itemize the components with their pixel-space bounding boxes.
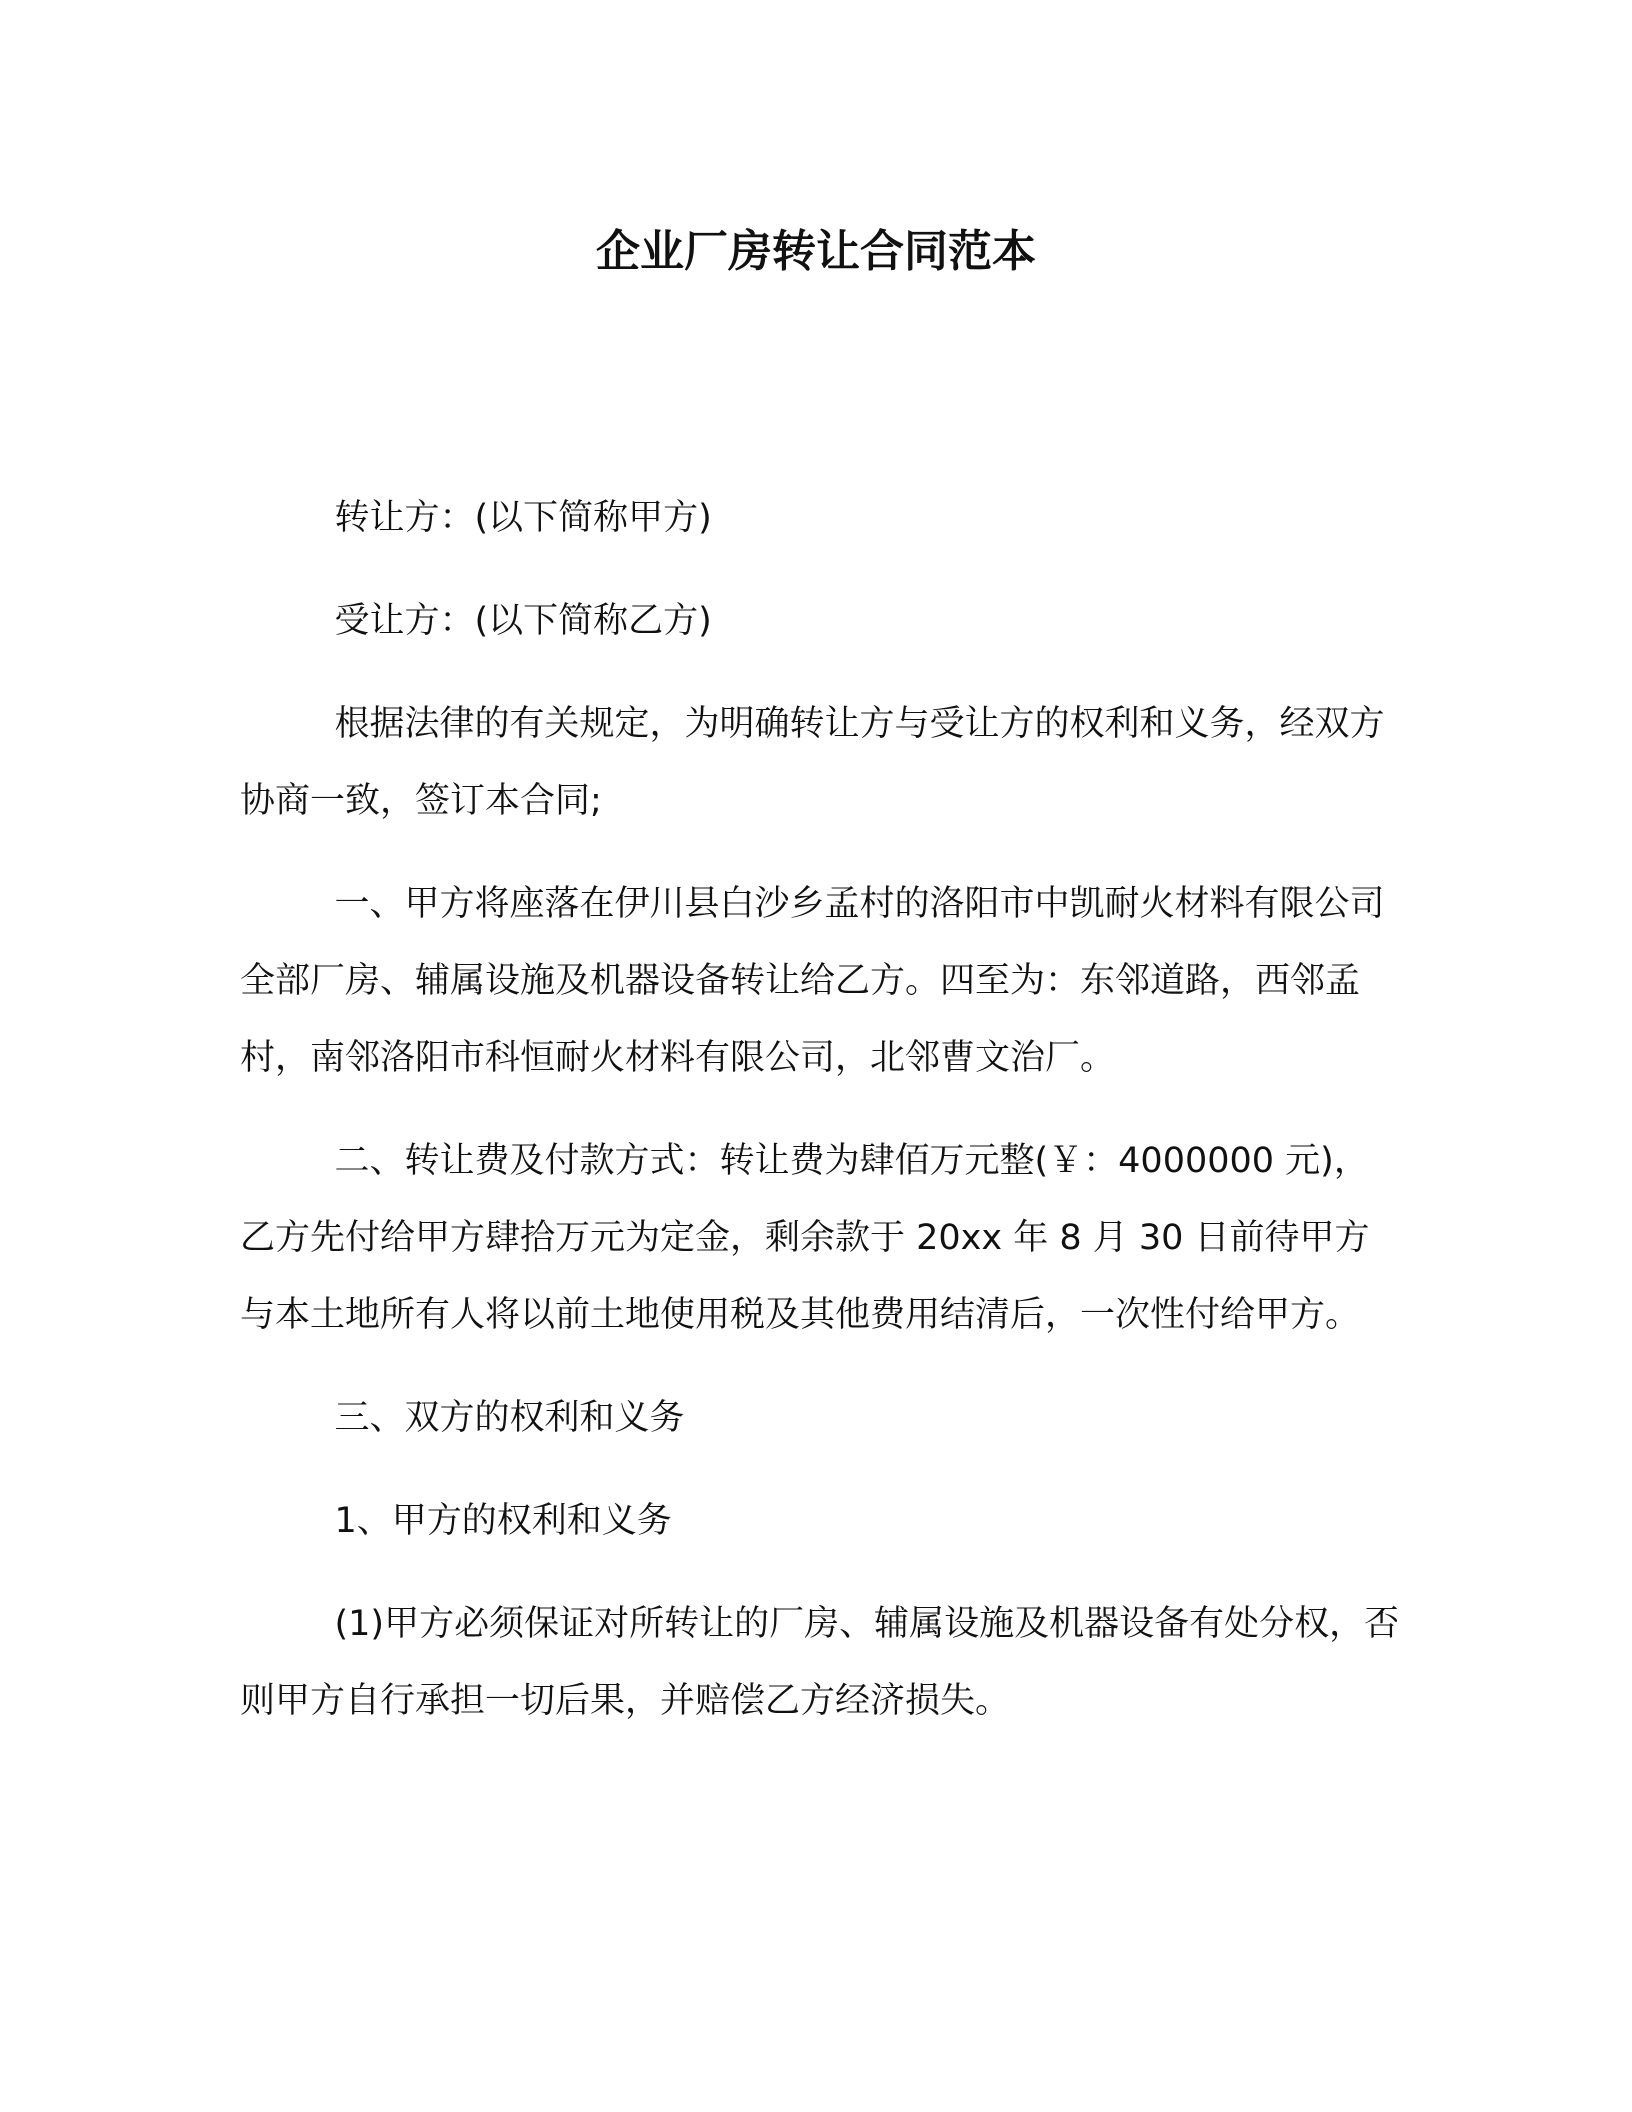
transferor-line: 转让方：(以下简称甲方): [334, 498, 712, 538]
document-title: 企业厂房转让合同范本: [596, 226, 1036, 277]
document-body: [240, 480, 1400, 1766]
clause-1-paragraph: 一、甲方将座落在伊川县白沙乡孟村的洛阳市中凯耐火材料有限公司全部厂房、辅属设施及机器设备转让给乙方。四至为：东邻道路，西邻孟村，南邻洛阳市科恒耐火材料有限公司，北邻曹文治厂。: [240, 884, 1385, 1078]
clause-3-1-item-1: (1)甲方必须保证对所转让的厂房、辅属设施及机器设备有处分权，否则甲方自行承担一切后果，并赔偿乙方经济损失。: [240, 1604, 1400, 1721]
clause-3-heading: 三、双方的权利和义务: [334, 1398, 685, 1438]
preamble-paragraph: 根据法律的有关规定，为明确转让方与受让方的权利和义务，经双方协商一致，签订本合同;: [240, 704, 1385, 821]
clause-2-paragraph: 二、转让费及付款方式：转让费为肆佰万元整(￥：4000000 元)，乙方先付给甲方肆拾万元为定金，剩余款于 20xx 年 8 月 30 日前待甲方与本土地所有人将以前土地使用税及其他费用结清后，一次性付给甲方。: [240, 1141, 1370, 1335]
clause-3-1-heading: 1、甲方的权利和义务: [334, 1501, 672, 1541]
transferee-line: 受让方：(以下简称乙方): [334, 601, 712, 641]
